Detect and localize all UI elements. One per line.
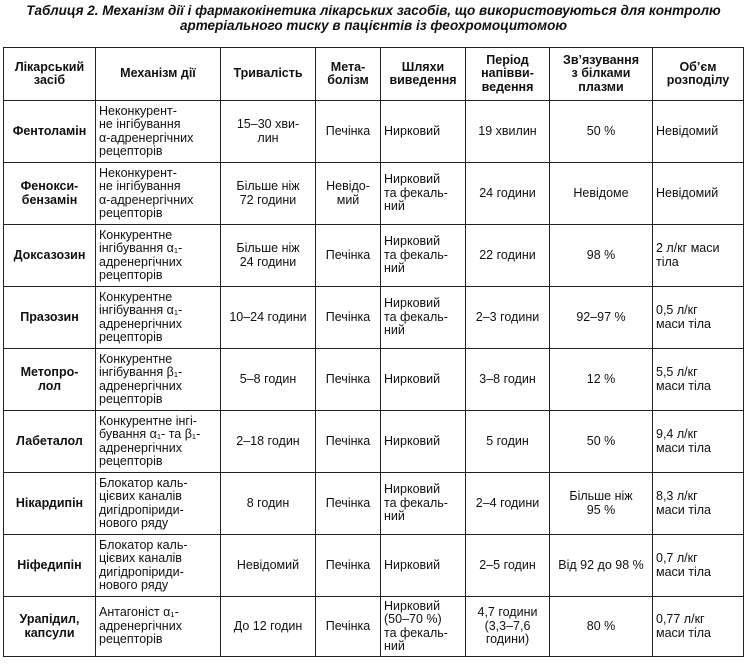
cell-metabolism: Печінка (316, 535, 381, 597)
cell-protein-binding: Від 92 до 98 % (550, 535, 653, 597)
cell-half-life: 4,7 години (3,3–7,6 години) (466, 597, 550, 657)
header-protein-binding: Зв’язування з білками плазми (550, 48, 653, 101)
header-volume: Об’єм розподілу (653, 48, 744, 101)
cell-mechanism: Конкурентне інгібування α₁- адренергічних рецепторів (96, 225, 221, 287)
cell-half-life: 24 години (466, 163, 550, 225)
cell-drug: Фентоламін (4, 101, 96, 163)
cell-elimination: Нирковий (381, 349, 466, 411)
cell-protein-binding: 98 % (550, 225, 653, 287)
cell-metabolism: Печінка (316, 411, 381, 473)
cell-protein-binding: 50 % (550, 411, 653, 473)
cell-half-life: 2–4 години (466, 473, 550, 535)
caption-line-1: Таблиця 2. Механізм дії і фармакокінетика лікарських засобів, що використовуються для контролю (26, 3, 721, 18)
cell-metabolism: Печінка (316, 597, 381, 657)
cell-mechanism: Конкурентне інгібування β₁- адренергічних рецепторів (96, 349, 221, 411)
cell-drug: Празозин (4, 287, 96, 349)
cell-protein-binding: Невідоме (550, 163, 653, 225)
cell-volume: 9,4 л/кг маси тіла (653, 411, 744, 473)
cell-mechanism: Неконкурент- не інгібування α-адренергічних рецепторів (96, 101, 221, 163)
cell-volume: 0,5 л/кг маси тіла (653, 287, 744, 349)
cell-protein-binding: 50 % (550, 101, 653, 163)
cell-elimination: Нирковий та фекаль- ний (381, 287, 466, 349)
drug-table (3, 47, 744, 657)
table-row (4, 411, 744, 473)
header-mechanism: Механізм дії (96, 48, 221, 101)
cell-duration: 8 годин (221, 473, 316, 535)
cell-duration: До 12 годин (221, 597, 316, 657)
cell-duration: Невідомий (221, 535, 316, 597)
cell-volume: 8,3 л/кг маси тіла (653, 473, 744, 535)
cell-duration: 10–24 години (221, 287, 316, 349)
cell-drug: Фенокси- бензамін (4, 163, 96, 225)
cell-volume: Невідомий (653, 101, 744, 163)
cell-volume: 5,5 л/кг маси тіла (653, 349, 744, 411)
cell-protein-binding: 80 % (550, 597, 653, 657)
cell-half-life: 5 годин (466, 411, 550, 473)
table-row (4, 597, 744, 657)
cell-half-life: 2–5 годин (466, 535, 550, 597)
cell-protein-binding: 92–97 % (550, 287, 653, 349)
cell-metabolism: Печінка (316, 101, 381, 163)
header-drug: Лікарський засіб (4, 48, 96, 101)
cell-volume: 2 л/кг маси тіла (653, 225, 744, 287)
cell-drug: Метопро- лол (4, 349, 96, 411)
cell-metabolism: Печінка (316, 287, 381, 349)
cell-mechanism: Антагоніст α₁- адренергічних рецепторів (96, 597, 221, 657)
cell-elimination: Нирковий (381, 101, 466, 163)
cell-metabolism: Невідо- мий (316, 163, 381, 225)
cell-elimination: Нирковий та фекаль- ний (381, 473, 466, 535)
cell-drug: Урапідил, капсули (4, 597, 96, 657)
header-duration: Тривалість (221, 48, 316, 101)
table-caption (0, 0, 747, 36)
header-metabolism: Мета- болізм (316, 48, 381, 101)
caption-line-2: артеріального тиску в пацієнтів із феохромоцитомою (179, 18, 568, 33)
cell-elimination: Нирковий та фекаль- ний (381, 163, 466, 225)
cell-volume: 0,77 л/кг маси тіла (653, 597, 744, 657)
cell-metabolism: Печінка (316, 349, 381, 411)
cell-protein-binding: 12 % (550, 349, 653, 411)
cell-volume: Невідомий (653, 163, 744, 225)
cell-mechanism: Конкурентне інгі- бування α₁- та β₁- адренергічних рецепторів (96, 411, 221, 473)
cell-mechanism: Блокатор каль- цієвих каналів дигідропіриди- нового ряду (96, 535, 221, 597)
cell-drug: Доксазозин (4, 225, 96, 287)
table-row (4, 163, 744, 225)
cell-half-life: 19 хвилин (466, 101, 550, 163)
cell-mechanism: Неконкурент- не інгібування α-адренергічних рецепторів (96, 163, 221, 225)
table-row (4, 287, 744, 349)
header-elimination: Шляхи виведення (381, 48, 466, 101)
cell-mechanism: Конкурентне інгібування α₁- адренергічних рецепторів (96, 287, 221, 349)
cell-elimination: Нирковий (50–70 %) та фекаль- ний (381, 597, 466, 657)
table-row (4, 473, 744, 535)
cell-elimination: Нирковий та фекаль- ний (381, 225, 466, 287)
table-row (4, 101, 744, 163)
cell-metabolism: Печінка (316, 225, 381, 287)
cell-protein-binding: Більше ніж 95 % (550, 473, 653, 535)
cell-duration: Більше ніж 72 години (221, 163, 316, 225)
cell-drug: Лабеталол (4, 411, 96, 473)
cell-drug: Ніфедипін (4, 535, 96, 597)
cell-half-life: 3–8 годин (466, 349, 550, 411)
cell-elimination: Нирковий (381, 411, 466, 473)
header-row (4, 48, 744, 101)
cell-duration: Більше ніж 24 години (221, 225, 316, 287)
header-half-life: Період напівви- ведення (466, 48, 550, 101)
table-row (4, 225, 744, 287)
cell-volume: 0,7 л/кг маси тіла (653, 535, 744, 597)
cell-half-life: 2–3 години (466, 287, 550, 349)
cell-duration: 2–18 годин (221, 411, 316, 473)
cell-half-life: 22 години (466, 225, 550, 287)
cell-metabolism: Печінка (316, 473, 381, 535)
cell-duration: 5–8 годин (221, 349, 316, 411)
cell-mechanism: Блокатор каль- цієвих каналів дигідропіриди- нового ряду (96, 473, 221, 535)
cell-drug: Нікардипін (4, 473, 96, 535)
cell-elimination: Нирковий (381, 535, 466, 597)
cell-duration: 15–30 хви- лин (221, 101, 316, 163)
table-row (4, 349, 744, 411)
table-row (4, 535, 744, 597)
